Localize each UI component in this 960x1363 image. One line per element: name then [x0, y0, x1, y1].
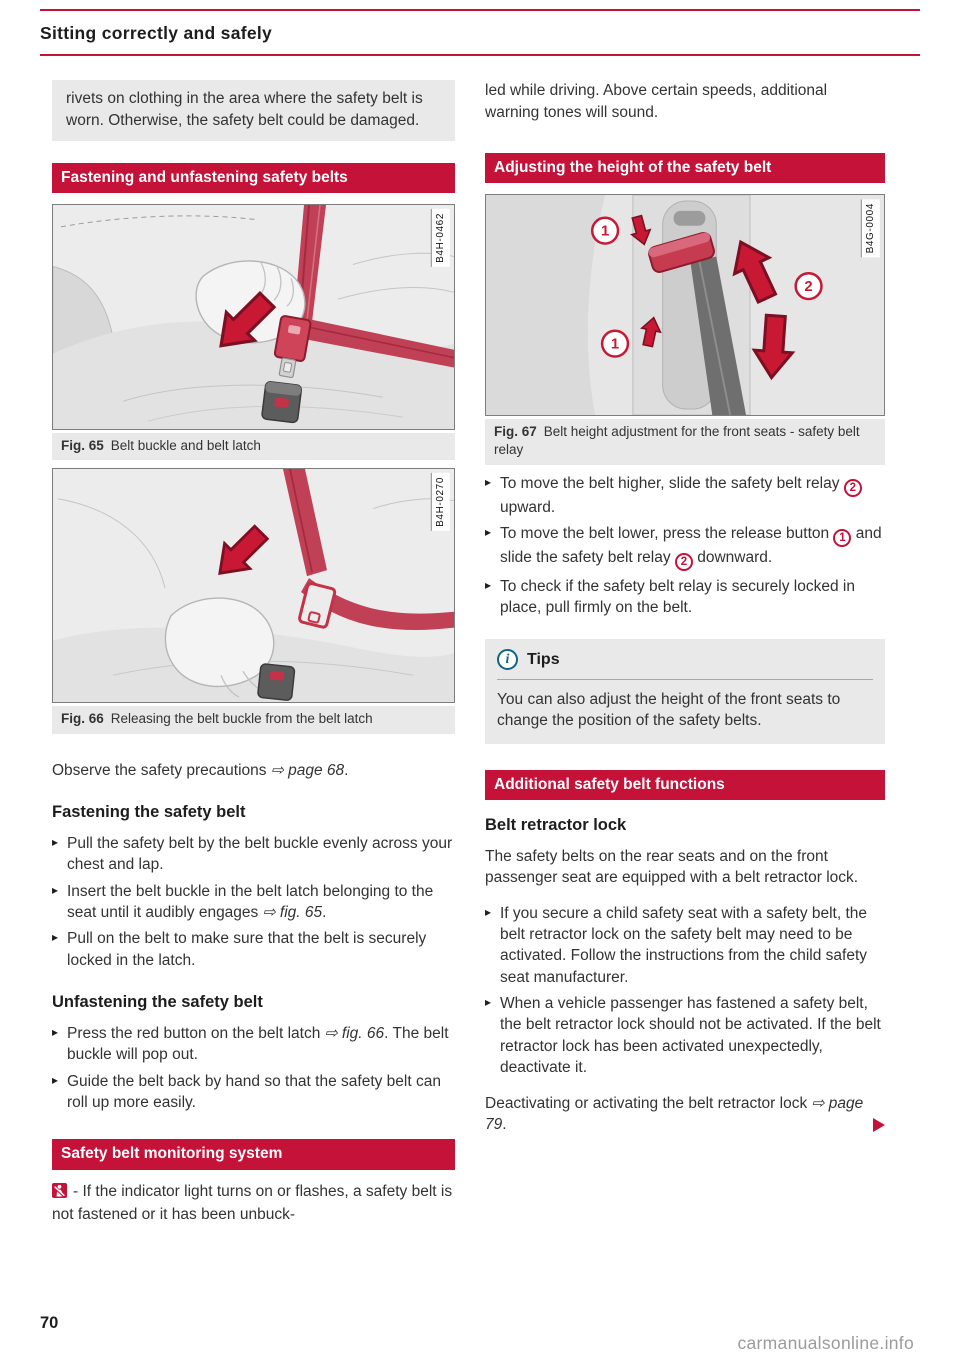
retractor-list [485, 903, 885, 1079]
page-reference: ⇨ page 79 [485, 1094, 864, 1133]
callout-2-inline-icon: 2 [675, 553, 693, 571]
content-columns [52, 80, 920, 1237]
retractor-intro-text: The safety belts on the rear seats and on the front passenger seat are equipped with a belt retractor lock. [485, 847, 859, 887]
fig65-illustration [53, 205, 454, 429]
list-item: ▸ When a vehicle passenger has fastened a safety belt, the belt retractor lock should not be activated. If the belt retractor lock has been activated unexpectedly, deactivate it. [485, 993, 885, 1079]
page-reference: ⇨ page 68 [270, 761, 345, 779]
continuation-arrow-icon [873, 1118, 885, 1132]
unfastening-heading: Unfastening the safety belt [52, 993, 263, 1012]
tips-box [485, 639, 885, 744]
continued-note: rivets on clothing in the area where the safety belt is worn. Otherwise, the safety belt could be damaged. [52, 80, 455, 141]
monitoring-text: - If the indicator light turns on or flashes, a safety belt is not fastened or it has been unbuck- [52, 1182, 453, 1224]
figure-65-code: B4H-0462 [431, 209, 450, 267]
belt-latch [262, 381, 302, 423]
fastening-heading: Fastening the safety belt [52, 803, 246, 822]
left-column [52, 80, 455, 1237]
list-item: ▸ Guide the belt back by hand so that the safety belt can roll up more easily. [52, 1071, 455, 1114]
tips-header [497, 649, 873, 680]
height-adjust-list [485, 473, 885, 619]
callout-1-inline-icon: 1 [833, 529, 851, 547]
svg-text:1: 1 [600, 223, 610, 240]
figure-66-image [52, 468, 455, 703]
callout-1-top-icon [592, 218, 618, 244]
list-item: ▸ Pull on the belt to make sure that the belt is securely locked in the latch. [52, 928, 455, 971]
svg-text:1: 1 [610, 336, 620, 353]
list-item: ▸ Insert the belt buckle in the belt latch belonging to the seat until it audibly engages ⇨ fig. 65. [52, 881, 455, 924]
figure-66-caption: Fig. 66 Releasing the belt buckle from the belt latch [52, 706, 455, 733]
monitoring-continued-text: led while driving. Above certain speeds, additional warning tones will sound. [485, 82, 828, 121]
fig67-illustration [486, 195, 884, 415]
list-item: ▸ To check if the safety belt relay is securely locked in place, pull firmly on the belt. [485, 576, 885, 619]
figure-66-caption-label: Fig. 66 [61, 711, 104, 727]
callout-2-inline-icon: 2 [844, 479, 862, 497]
fig66-illustration [53, 469, 454, 702]
list-item: ▸ Press the red button on the belt latch ⇨ fig. 66. The belt buckle will pop out. [52, 1023, 455, 1066]
interior-shading [486, 195, 605, 415]
figure-65-image [52, 204, 455, 430]
right-column [485, 80, 885, 1237]
figure-reference: ⇨ fig. 65 [262, 903, 323, 921]
figure-67-caption: Fig. 67 Belt height adjustment for the front seats - safety belt relay [485, 419, 885, 464]
list-item: ▸ To move the belt higher, slide the safety belt relay 2 upward. [485, 473, 885, 518]
svg-text:2: 2 [804, 279, 813, 296]
tips-title: Tips [527, 650, 560, 668]
observe-precautions-text: Observe the safety precautions ⇨ page 68. [52, 761, 349, 779]
figure-67 [485, 194, 885, 464]
hand-shape [165, 599, 273, 687]
belt-latch [258, 664, 295, 701]
fastening-list [52, 833, 455, 971]
section-banner-monitoring: Safety belt monitoring system [52, 1139, 455, 1169]
info-icon: i [497, 649, 518, 670]
figure-reference: ⇨ fig. 66 [324, 1024, 385, 1042]
figure-65 [52, 204, 455, 460]
figure-67-code: B4G-0004 [861, 199, 880, 257]
figure-67-image [485, 194, 885, 416]
unfastening-list [52, 1023, 455, 1114]
callout-2-icon [796, 274, 822, 300]
figure-65-caption-label: Fig. 65 [61, 438, 104, 454]
section-banner-additional: Additional safety belt functions [485, 770, 885, 800]
section-banner-height-adjust: Adjusting the height of the safety belt [485, 153, 885, 183]
seatbelt-warning-light-icon [52, 1183, 67, 1204]
figure-67-caption-label: Fig. 67 [494, 424, 537, 440]
figure-66 [52, 468, 455, 733]
retractor-heading: Belt retractor lock [485, 816, 627, 835]
section-banner-fastening: Fastening and unfastening safety belts [52, 163, 455, 193]
figure-65-caption: Fig. 65 Belt buckle and belt latch [52, 433, 455, 460]
callout-1-bottom-icon [602, 331, 628, 357]
list-item: ▸ To move the belt lower, press the release button 1 and slide the safety belt relay 2 downward. [485, 523, 885, 571]
deactivating-text: Deactivating or activating the belt retractor lock ⇨ page 79. [485, 1093, 885, 1136]
page-title: Sitting correctly and safely [40, 21, 920, 56]
list-item: ▸ Pull the safety belt by the belt buckle evenly across your chest and lap. [52, 833, 455, 876]
tips-text: You can also adjust the height of the front seats to change the position of the safety belts. [497, 690, 841, 730]
watermark: carmanualsonline.info [737, 1332, 914, 1353]
list-item: ▸ If you secure a child safety seat with a safety belt, the belt retractor lock on the safety belt may need to be activated. Follow the instructions from the child safety seat manufacturer. [485, 903, 885, 989]
figure-66-code: B4H-0270 [431, 473, 450, 531]
page-number: 70 [40, 1314, 59, 1333]
top-rule [40, 9, 920, 11]
